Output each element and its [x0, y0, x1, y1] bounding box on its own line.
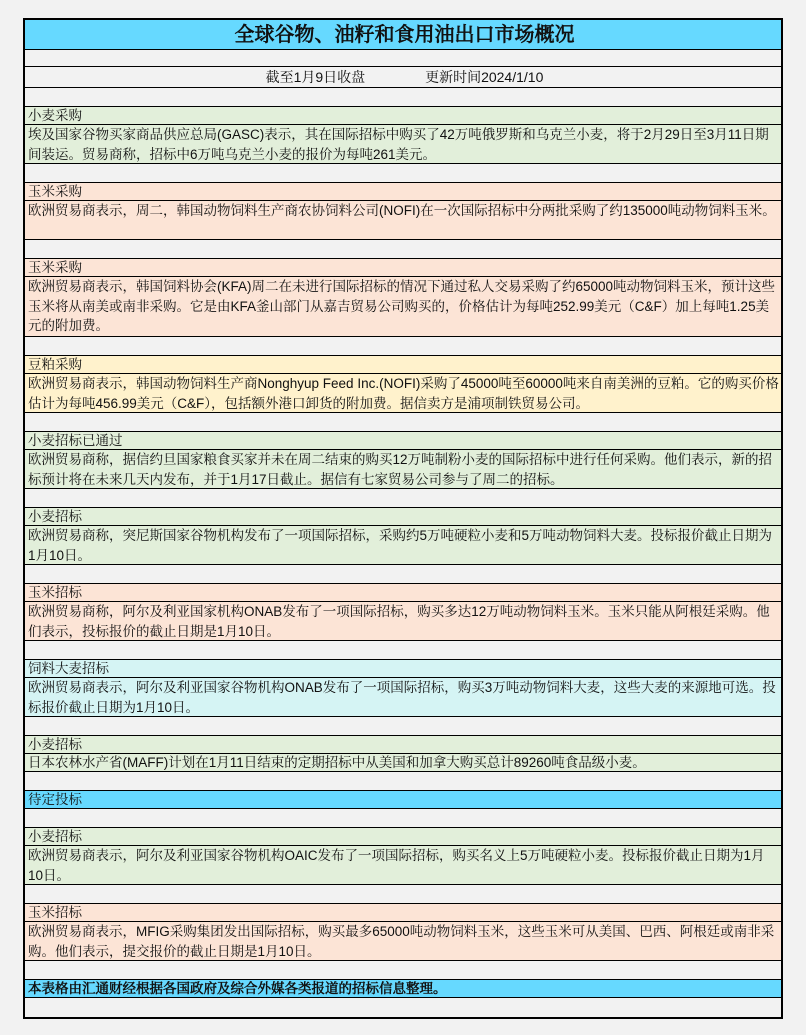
blank-row [25, 413, 781, 432]
close-date: 截至1月9日收盘 [265, 69, 366, 85]
blank-row [25, 961, 781, 980]
blank-row [25, 337, 781, 356]
section-body: 欧洲贸易商表示，韩国动物饲料生产商Nonghyup Feed Inc.(NOFI)采购了45000吨至60000吨来自南美洲的豆粕。它的购买价格估计为每吨456.99美元（C&F），包括额外港口卸货的附加费。据信卖方是浦项制铁贸易公司。 [25, 374, 781, 413]
section-header: 小麦采购 [25, 107, 781, 125]
section-body: 欧洲贸易商表示，阿尔及利亚国家谷物机构OAIC发布了一项国际招标，购买名义上5万吨硬粒小麦。投标报价截止日期为1月10日。 [25, 846, 781, 885]
section-body: 欧洲贸易商称，据信约旦国家粮食买家并未在周二结束的购买12万吨制粉小麦的国际招标中进行任何采购。他们表示，新的招标预计将在未来几天内发布，并于1月17日截止。据信有七家贸易公司参与了周二的招标。 [25, 450, 781, 489]
section-header: 小麦招标 [25, 736, 781, 754]
section-header: 小麦招标已通过 [25, 432, 781, 450]
blank-row [25, 88, 781, 107]
section-header: 玉米采购 [25, 259, 781, 277]
section-body: 埃及国家谷物买家商品供应总局(GASC)表示，其在国际招标中购买了42万吨俄罗斯和乌克兰小麦，将于2月29日至3月11日期间装运。贸易商称，招标中6万吨乌克兰小麦的报价为每吨261美元。 [25, 125, 781, 164]
section-body: 欧洲贸易商称，阿尔及利亚国家机构ONAB发布了一项国际招标，购买多达12万吨动物饲料玉米。玉米只能从阿根廷采购。他们表示，投标报价的截止日期是1月10日。 [25, 602, 781, 641]
section-header: 玉米招标 [25, 904, 781, 922]
section-body: 欧洲贸易商表示，MFIG采购集团发出国际招标，购买最多65000吨动物饲料玉米，这些玉米可从美国、巴西、阿根廷或南非采购。他们表示，提交报价的截止日期是1月10日。 [25, 922, 781, 961]
market-overview-sheet [23, 18, 783, 1019]
blank-row [25, 772, 781, 791]
section-header: 玉米采购 [25, 183, 781, 201]
section-header: 小麦招标 [25, 508, 781, 526]
blank-row [25, 240, 781, 259]
section-header: 玉米招标 [25, 584, 781, 602]
section-body: 欧洲贸易商表示，周二，韩国动物饲料生产商农协饲料公司(NOFI)在一次国际招标中分两批采购了约135000吨动物饲料玉米。 [25, 201, 781, 240]
blank-row [25, 998, 781, 1017]
sheet-title: 全球谷物、油籽和食用油出口市场概况 [25, 20, 781, 50]
blank-row [25, 50, 781, 67]
update-time: 更新时间2024/1/10 [425, 69, 544, 85]
section-header: 饲料大麦招标 [25, 660, 781, 678]
blank-row [25, 565, 781, 584]
blank-row [25, 164, 781, 183]
section-body: 欧洲贸易商称，突尼斯国家谷物机构发布了一项国际招标，采购约5万吨硬粒小麦和5万吨动物饲料大麦。投标报价截止日期为1月10日。 [25, 526, 781, 565]
date-row [25, 67, 781, 88]
section-header: 小麦招标 [25, 828, 781, 846]
blank-row [25, 717, 781, 736]
blank-row [25, 885, 781, 904]
section-header: 豆粕采购 [25, 356, 781, 374]
blank-row [25, 809, 781, 828]
blank-row [25, 489, 781, 508]
pending-tenders-header: 待定投标 [25, 791, 781, 809]
blank-row [25, 641, 781, 660]
section-body: 日本农林水产省(MAFF)计划在1月11日结束的定期招标中从美国和加拿大购买总计89260吨食品级小麦。 [25, 754, 781, 772]
section-body: 欧洲贸易商表示，阿尔及利亚国家谷物机构ONAB发布了一项国际招标，购买3万吨动物饲料大麦，这些大麦的来源地可选。投标报价截止日期为1月10日。 [25, 678, 781, 717]
footer-note: 本表格由汇通财经根据各国政府及综合外媒各类报道的招标信息整理。 [25, 980, 781, 998]
section-body: 欧洲贸易商表示，韩国饲料协会(KFA)周二在未进行国际招标的情况下通过私人交易采购了约65000吨动物饲料玉米，预计这些玉米将从南美或南非采购。它是由KFA釜山部门从嘉吉贸易公司购买的，价格估计为每吨252.99美元（C&F）加上每吨1.25美元的附加费。 [25, 277, 781, 337]
